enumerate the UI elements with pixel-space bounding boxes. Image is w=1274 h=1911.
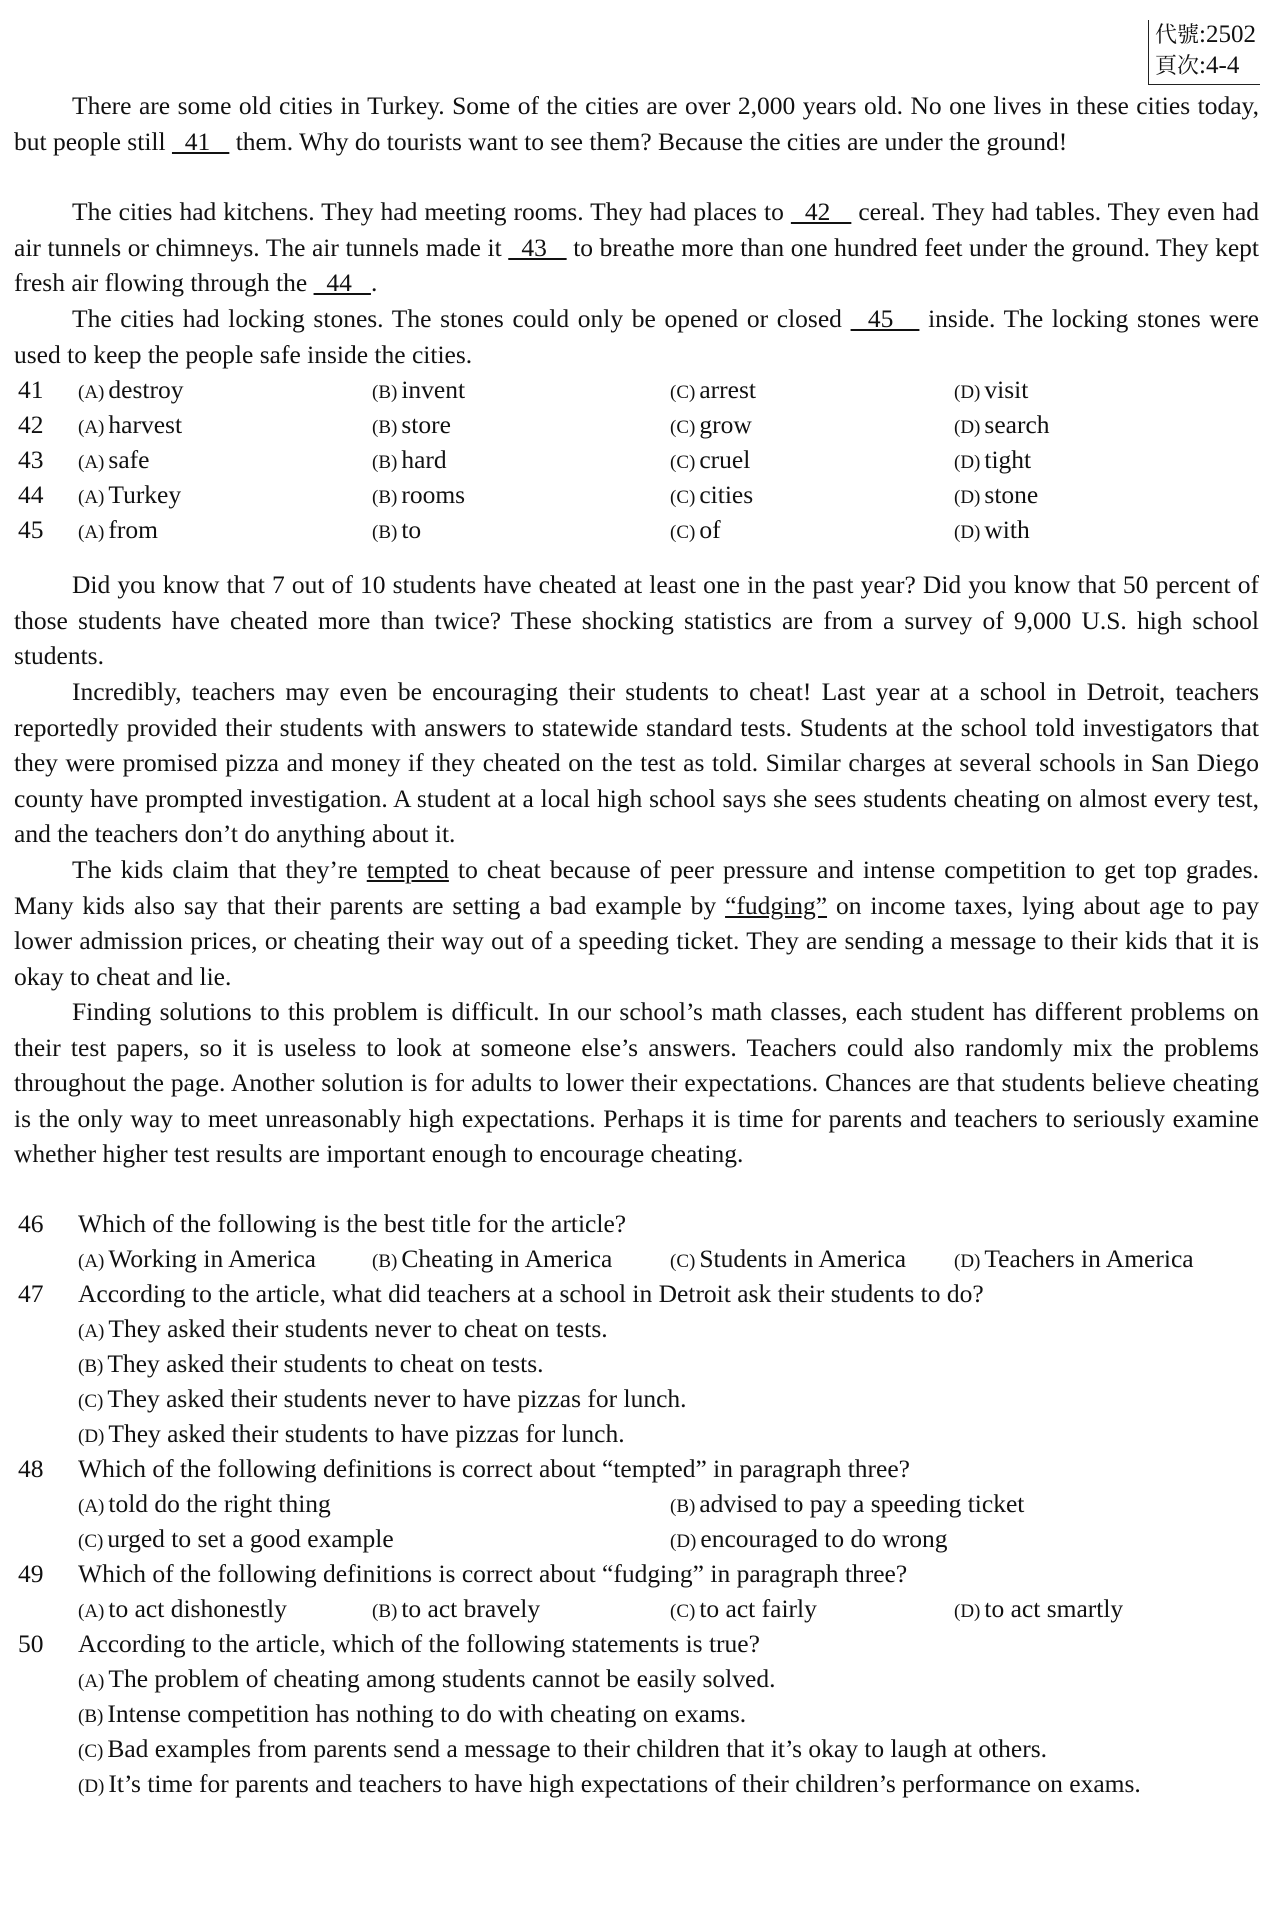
question-number: 43	[18, 445, 44, 474]
page-value: :4-4	[1199, 52, 1240, 79]
option-mark: (C)	[78, 1741, 104, 1762]
option-d[interactable]	[954, 512, 1030, 550]
option-text: They asked their students to have pizzas for lunch.	[108, 1419, 625, 1448]
question-50-option-c[interactable]	[14, 1731, 1259, 1766]
option-mark: (A)	[78, 417, 105, 438]
option-a[interactable]	[78, 1591, 287, 1629]
option-text: stone	[984, 480, 1039, 509]
option-text: store	[401, 410, 451, 439]
question-46	[14, 1206, 1259, 1241]
option-text: Turkey	[108, 480, 182, 509]
text: on income taxes, lying about age to pay lower admission prices, or cheating their way out of a speeding ticket. They are sending a message to their kids that it is okay to cheat and lie.	[14, 890, 1260, 991]
option-mark: (D)	[78, 1426, 105, 1447]
page-label: 頁次	[1155, 54, 1200, 79]
option-c[interactable]	[670, 442, 750, 480]
blank-43: 43	[508, 232, 567, 262]
option-mark: (D)	[954, 487, 981, 508]
reading-paragraph-3	[14, 852, 1259, 994]
option-mark: (C)	[78, 1531, 104, 1552]
option-text: They asked their students never to cheat on tests.	[108, 1314, 608, 1343]
reading-paragraph-4: Finding solutions to this problem is difficult. In our school’s math classes, each student has different problems on their test papers, so it is useless to look at someone else’s answers. Teachers could also randomly mix the problems throughout the page. Another solution is for adults to lower their expectations. Chances are that students believe cheating is the only way to meet unreasonably high expectations. Perhaps it is time for parents and teachers to seriously examine whether higher test results are important enough to encourage cheating.	[14, 997, 1259, 1168]
option-a[interactable]	[78, 1486, 331, 1524]
question-49-options	[14, 1591, 1259, 1626]
option-mark: (C)	[670, 1251, 696, 1272]
question-number: 48	[18, 1454, 44, 1483]
question-number: 45	[18, 515, 44, 544]
question-number: 46	[18, 1209, 44, 1238]
option-b[interactable]	[372, 1591, 540, 1629]
question-number: 47	[18, 1279, 44, 1308]
option-mark: (D)	[670, 1531, 697, 1552]
option-d[interactable]	[954, 1591, 1123, 1629]
option-text: hard	[401, 445, 447, 474]
option-mark: (D)	[954, 452, 981, 473]
text: .	[370, 268, 378, 297]
option-d[interactable]	[954, 477, 1038, 515]
text: The kids claim that they’re	[72, 855, 367, 884]
option-text: grow	[699, 410, 752, 439]
option-b[interactable]	[372, 442, 447, 480]
option-mark: (A)	[78, 522, 105, 543]
option-text: visit	[984, 375, 1029, 404]
option-text: encouraged to do wrong	[700, 1524, 948, 1553]
question-50-option-b[interactable]	[14, 1696, 1259, 1731]
option-text: with	[984, 515, 1030, 544]
option-mark: (C)	[670, 1601, 696, 1622]
option-text: to act fairly	[699, 1594, 817, 1623]
reading-paragraph-2: Incredibly, teachers may even be encouraging their students to cheat! Last year at a school in Detroit, teachers reportedly provided their students with answers to statewide standard tests. Students at the school told investigators that they were promised pizza and money if they cheated on the test as told. Similar charges at several schools in San Diego county have prompted investigation. A student at a local high school says she sees students cheating on almost every test, and the teachers don’t do anything about it.	[14, 677, 1259, 848]
option-text: rooms	[401, 480, 466, 509]
page-line	[1155, 51, 1256, 82]
option-mark: (A)	[78, 487, 105, 508]
underlined-word-tempted: tempted	[366, 855, 449, 884]
option-mark: (B)	[372, 417, 398, 438]
option-c[interactable]	[670, 1241, 906, 1279]
option-text: told do the right thing	[108, 1489, 331, 1518]
question-48-options-row-1	[14, 1486, 1259, 1521]
question-50-option-d[interactable]	[14, 1766, 1259, 1801]
blank-44: 44	[313, 268, 371, 297]
option-text: Students in America	[699, 1244, 907, 1273]
code-line	[1155, 20, 1256, 51]
question-48	[14, 1451, 1259, 1486]
option-d[interactable]	[954, 407, 1050, 445]
question-stem: Which of the following definitions is correct about “tempted” in paragraph three?	[78, 1454, 910, 1483]
option-text: The problem of cheating among students cannot be easily solved.	[108, 1664, 776, 1693]
text: inside. The locking stones were used to keep the people safe inside the cities.	[14, 304, 1260, 369]
option-text: cruel	[699, 445, 751, 474]
text: The cities had locking stones. The stones could only be opened or closed	[72, 304, 851, 333]
option-mark: (D)	[954, 522, 981, 543]
question-41	[14, 372, 1259, 407]
option-a[interactable]	[78, 372, 183, 410]
question-47	[14, 1276, 1259, 1311]
option-mark: (C)	[670, 487, 696, 508]
question-number: 42	[18, 410, 44, 439]
option-mark: (C)	[670, 382, 696, 403]
question-47-option-d[interactable]	[14, 1416, 1259, 1451]
exam-code-box	[1148, 20, 1260, 85]
option-c[interactable]	[670, 1591, 817, 1629]
option-a[interactable]	[78, 1241, 316, 1279]
option-text: to	[401, 515, 422, 544]
option-c[interactable]	[78, 1521, 394, 1559]
option-mark: (A)	[78, 1496, 105, 1517]
cloze-paragraph-2	[14, 194, 1259, 301]
option-text: tight	[984, 445, 1032, 474]
option-mark: (D)	[954, 1251, 981, 1272]
cloze-paragraph-1	[14, 88, 1259, 159]
option-mark: (D)	[78, 1776, 105, 1797]
option-text: Bad examples from parents send a message to their children that it’s okay to laugh at others.	[107, 1734, 1048, 1763]
text: to cheat because of peer pressure and intense competition to get top grades. Many kids also say that their parents are setting a bad example by	[14, 855, 1259, 920]
option-mark: (B)	[78, 1706, 104, 1727]
option-text: Cheating in America	[401, 1244, 613, 1273]
option-b[interactable]	[372, 512, 421, 550]
option-mark: (D)	[954, 417, 981, 438]
option-mark: (B)	[670, 1496, 696, 1517]
blank-41: 41	[171, 126, 230, 156]
code-value: :2502	[1199, 21, 1256, 48]
question-stem: Which of the following is the best title for the article?	[78, 1209, 627, 1238]
question-50-option-a[interactable]	[14, 1661, 1259, 1696]
option-text: They asked their students never to have pizzas for lunch.	[107, 1384, 687, 1413]
option-d[interactable]	[954, 1241, 1194, 1279]
text: to breathe more than one hundred feet under the ground. They kept fresh air flowing through the	[14, 232, 1259, 297]
option-mark: (A)	[78, 1251, 105, 1272]
question-43	[14, 442, 1259, 477]
option-mark: (D)	[954, 382, 981, 403]
option-text: Teachers in America	[984, 1244, 1194, 1273]
option-mark: (B)	[372, 522, 398, 543]
text: them. Why do tourists want to see them? Because the cities are under the ground!	[229, 126, 1068, 156]
option-b[interactable]	[372, 372, 465, 410]
option-text: from	[108, 515, 158, 544]
option-mark: (B)	[372, 487, 398, 508]
option-c[interactable]	[670, 512, 721, 550]
question-47-option-c[interactable]	[14, 1381, 1259, 1416]
text: cereal. They had tables. They even had air tunnels or chimneys. The air tunnels made it	[14, 197, 1260, 262]
option-b[interactable]	[372, 1241, 612, 1279]
question-stem: According to the article, which of the following statements is true?	[78, 1629, 760, 1658]
option-c[interactable]	[670, 372, 756, 410]
reading-paragraph-1: Did you know that 7 out of 10 students have cheated at least one in the past year? Did you know that 50 percent of those students have cheated more than twice? These shocking statistics are from a survey of 9,000 U.S. high school students.	[14, 570, 1259, 670]
text: The cities had kitchens. They had meeting rooms. They had places to	[72, 197, 791, 226]
option-text: safe	[108, 445, 150, 474]
question-number: 50	[18, 1629, 44, 1658]
option-text: It’s time for parents and teachers to have high expectations of their children’s performance on exams.	[108, 1769, 1141, 1798]
option-text: of	[699, 515, 721, 544]
option-c[interactable]	[670, 407, 752, 445]
option-mark: (B)	[372, 1251, 398, 1272]
option-mark: (C)	[670, 452, 696, 473]
question-45	[14, 512, 1259, 547]
option-text: They asked their students to cheat on tests.	[107, 1349, 544, 1378]
option-text: urged to set a good example	[107, 1524, 394, 1553]
option-mark: (A)	[78, 1601, 105, 1622]
option-mark: (B)	[78, 1356, 104, 1377]
option-c[interactable]	[670, 477, 753, 515]
option-mark: (D)	[954, 1601, 981, 1622]
question-number: 49	[18, 1559, 44, 1588]
option-text: destroy	[108, 375, 184, 404]
option-mark: (A)	[78, 452, 105, 473]
option-text: arrest	[699, 375, 756, 404]
question-42	[14, 407, 1259, 442]
option-text: to act dishonestly	[108, 1594, 287, 1623]
question-stem: According to the article, what did teachers at a school in Detroit ask their students to do?	[78, 1279, 984, 1308]
question-50	[14, 1626, 1259, 1661]
underlined-word-fudging: “fudging”	[725, 890, 828, 920]
question-47-option-b[interactable]	[14, 1346, 1259, 1381]
option-b[interactable]	[372, 407, 451, 445]
option-mark: (B)	[372, 1601, 398, 1622]
option-d[interactable]	[954, 442, 1031, 480]
question-47-option-a[interactable]	[14, 1311, 1259, 1346]
option-mark: (C)	[670, 522, 696, 543]
question-48-options-row-2	[14, 1521, 1259, 1556]
question-44	[14, 477, 1259, 512]
option-mark: (A)	[78, 382, 105, 403]
option-mark: (A)	[78, 1321, 105, 1342]
option-text: Working in America	[108, 1244, 316, 1273]
option-mark: (A)	[78, 1671, 105, 1692]
option-text: Intense competition has nothing to do with cheating on exams.	[107, 1699, 747, 1728]
option-d[interactable]	[670, 1521, 948, 1559]
blank-45: 45	[850, 304, 920, 333]
option-text: search	[984, 410, 1050, 439]
blank-42: 42	[790, 197, 852, 226]
option-d[interactable]	[954, 372, 1028, 410]
option-mark: (C)	[670, 417, 696, 438]
question-number: 41	[18, 375, 44, 404]
option-mark: (C)	[78, 1391, 104, 1412]
option-text: to act bravely	[401, 1594, 541, 1623]
option-b[interactable]	[372, 477, 465, 515]
option-text: harvest	[108, 410, 183, 439]
question-stem: Which of the following definitions is correct about “fudging” in paragraph three?	[78, 1559, 908, 1588]
option-a[interactable]	[78, 512, 158, 550]
text: There are some old cities in Turkey. Some of the cities are over 2,000 years old. No one lives in these cities today, but people still	[14, 91, 1259, 156]
option-b[interactable]	[670, 1486, 1024, 1524]
option-a[interactable]	[78, 477, 181, 515]
option-text: advised to pay a speeding ticket	[699, 1489, 1025, 1518]
option-text: cities	[699, 480, 754, 509]
question-49	[14, 1556, 1259, 1591]
option-mark: (B)	[372, 382, 398, 403]
code-label: 代號	[1155, 23, 1200, 48]
option-a[interactable]	[78, 407, 182, 445]
option-mark: (B)	[372, 452, 398, 473]
question-number: 44	[18, 480, 44, 509]
question-46-options	[14, 1241, 1259, 1276]
cloze-paragraph-3	[14, 301, 1259, 372]
option-text: invent	[401, 375, 466, 404]
option-text: to act smartly	[984, 1594, 1124, 1623]
option-a[interactable]	[78, 442, 149, 480]
